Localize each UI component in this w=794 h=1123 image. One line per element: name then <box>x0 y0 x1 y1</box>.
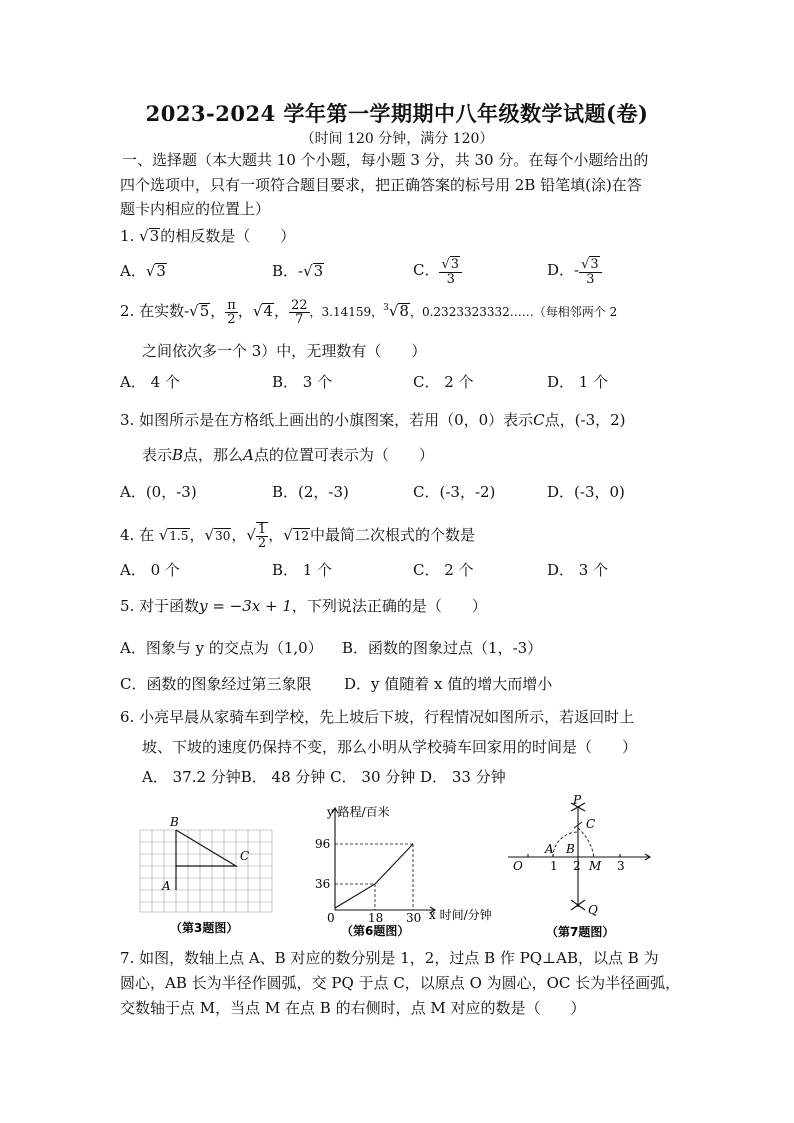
q2-option-a: A． 4 个 <box>120 373 180 391</box>
figure-3-grid-flag <box>130 812 280 937</box>
q4-end: 中最简二次根式的个数是 <box>310 526 476 544</box>
q2-option-c: C． 2 个 <box>413 373 474 391</box>
q1-option-d-num: 3 <box>590 257 599 272</box>
q3-option-c: C．(-3，-2) <box>413 483 496 501</box>
q3-line1a: 3. 如图所示是在方格纸上画出的小旗图案，若用（0，0）表示 <box>120 411 534 429</box>
q5-option-a: A．图象与 y 的交点为（1,0） <box>120 639 323 657</box>
q4-two: 2 <box>257 536 267 551</box>
q5-option-b: B．函数的图象过点（1，-3） <box>342 639 543 657</box>
fig3-label-c: C <box>240 849 250 863</box>
section1-line2: 四个选项中，只有一项符合题目要求，把正确答案的标号用 2B 铅笔填(涂)在答 <box>120 176 642 194</box>
fig6-tick-18: 18 <box>368 911 384 925</box>
q1-option-c-num: 3 <box>450 257 460 272</box>
q2-sqrt5: 5 <box>199 302 210 320</box>
q3-line2 <box>142 445 434 465</box>
q2-rest: ，3.14159， <box>309 305 384 319</box>
exam-title: 2023-2024 学年第一学期期中八年级数学试题(卷) <box>145 101 649 126</box>
fig7-label-c: C <box>586 817 596 831</box>
q5-start: 5. 对于函数 <box>120 597 200 615</box>
fig7-caption: （第7题图） <box>546 925 615 939</box>
figure-7-number-line <box>500 795 660 940</box>
q7-line2: 圆心，AB 长为半径作圆弧，交 PQ 于点 C，以原点 O 为圆心，OC 长为半径画弧， <box>120 974 681 992</box>
fig3-caption: （第3题图） <box>170 921 239 935</box>
q1-option-d <box>547 256 602 286</box>
fig7-label-m: M <box>589 859 602 873</box>
q6-line1: 6. 小亮早晨从家骑车到学校，先上坡后下坡，行程情况如图所示，若返回时上 <box>120 708 635 726</box>
q1-number: 1. <box>120 227 135 245</box>
fig7-tick-3: 3 <box>617 859 625 873</box>
q3-line2a: 表示 <box>142 446 173 464</box>
fig7-label-p: P <box>573 795 582 807</box>
q2-stem: 2. 在实数-√5， $\frac{\pi}{2}$ ，√4， $\frac{22}{7}$ ，3.14159，$^3$√8，0.2323323332……（每相邻两个 2 <box>120 297 618 327</box>
fig7-label-b: B <box>566 842 575 856</box>
q2-tail: ，0.2323323332……（每相邻两个 2 <box>409 305 618 319</box>
section1-line1: 一、选择题（本大题共 10 个小题，每小题 3 分，共 30 分。在每个小题给出的 <box>122 151 649 169</box>
q2-cbrt8: 8 <box>399 302 409 320</box>
q5-stem <box>120 596 487 616</box>
q6-options: A． 37.2 分钟B． 48 分钟 C． 30 分钟 D． 33 分钟 <box>142 768 506 786</box>
q3-option-a: A．(0，-3) <box>120 483 197 501</box>
fig6-tick-30: 30 <box>406 911 422 925</box>
fig6-caption: （第6题图） <box>341 924 410 938</box>
q2-22: 22 <box>290 297 308 313</box>
q1-option-c-fraction: $\frac{√3}{3}$ <box>439 256 462 286</box>
q1-option-c-den: 3 <box>446 272 455 287</box>
q1-option-c <box>413 256 462 286</box>
q2-start: 2. 在实数- <box>120 302 190 320</box>
fig3-label-a: A <box>162 879 171 893</box>
q1-option-b: B．-√3 <box>272 262 324 280</box>
q3-line1 <box>120 410 626 430</box>
fig7-label-a: A <box>545 842 554 856</box>
q2-sqrt4: 4 <box>263 302 273 320</box>
q1-option-a-label: A． <box>120 262 146 280</box>
q2-option-d: D． 1 个 <box>547 373 609 391</box>
q3-a: A <box>243 446 254 464</box>
q1-option-d-label: D．- <box>547 261 580 279</box>
q3-line2c: 点的位置可表示为（ ） <box>253 446 434 464</box>
q4-stem: 4. 在 √1.5，√30，√ $\frac{1}{2}$ ，√12中最简二次根式的个数是 <box>120 522 476 551</box>
q1-option-a-value: 3 <box>156 262 166 280</box>
q1-suffix: 的相反数是（ ） <box>160 227 296 245</box>
q1-option-d-fraction: $\frac{√3}{3}$ <box>579 256 602 286</box>
q3-c: C <box>533 411 545 429</box>
q4-one: 1 <box>257 522 267 537</box>
q2-7: 7 <box>295 311 304 327</box>
q2-option-b: B． 3 个 <box>272 373 333 391</box>
q5-option-d: D．y 值随着 x 值的增大而增小 <box>344 675 553 693</box>
figure-6-distance-time-graph <box>305 800 505 938</box>
q7-line1: 7. 如图，数轴上点 A、B 对应的数分别是 1，2，过点 B 作 PQ⊥AB，以点 B 为 <box>120 949 659 967</box>
q2-line2: 之间依次多一个 3）中，无理数有（ ） <box>142 342 427 360</box>
exam-subtitle: （时间 120 分钟，满分 120） <box>300 131 494 147</box>
q3-option-d: D．(-3，0) <box>547 483 625 501</box>
q1-option-d-den: 3 <box>586 272 595 287</box>
q5-option-c: C．函数的图象经过第三象限 <box>120 675 312 693</box>
fig6-tick-36: 36 <box>315 877 331 891</box>
q4-start: 4. 在 <box>120 526 155 544</box>
q1-stem: 1. √3的相反数是（ ） <box>120 227 296 245</box>
q4-option-c: C． 2 个 <box>413 561 474 579</box>
fig6-tick-0: 0 <box>327 911 335 925</box>
q2-pi-over-2 <box>225 299 238 326</box>
q4-sqrt15: 1.5 <box>169 529 189 543</box>
q2-pi: π <box>227 297 236 313</box>
q5-function: y = −3x + 1 <box>199 597 292 615</box>
fig7-tick-2: 2 <box>573 859 581 873</box>
fig6-y-axis-label: y 路程/百米 <box>327 805 390 819</box>
q4-sqrt30: 30 <box>215 529 231 543</box>
q3-line1b: 点，(-3，2) <box>544 411 626 429</box>
q6-line2: 坡、下坡的速度仍保持不变，那么小明从学校骑车回家用的时间是（ ） <box>142 738 638 756</box>
q3-b: B <box>172 446 184 464</box>
q7-line3: 交数轴于点 M，当点 M 在点 B 的右侧时，点 M 对应的数是（ ） <box>120 999 586 1017</box>
fig7-tick-1: 1 <box>550 859 558 873</box>
fig6-tick-96: 96 <box>315 837 331 851</box>
q2-cube-index: 3 <box>383 303 389 313</box>
q4-option-b: B． 1 个 <box>272 561 333 579</box>
q4-option-d: D． 3 个 <box>547 561 609 579</box>
q2-22-over-7 <box>289 299 310 326</box>
fig6-x-axis-label: x 时间/分钟 <box>429 908 492 922</box>
fig3-label-b: B <box>170 815 179 829</box>
q1-radicand: 3 <box>149 227 160 245</box>
q5-end: ，下列说法正确的是（ ） <box>291 597 487 615</box>
q4-sqrt12: 12 <box>293 529 310 543</box>
q4-option-a: A． 0 个 <box>120 561 180 579</box>
q1-option-a: A．√3 <box>120 262 166 280</box>
fig7-label-q: Q <box>588 903 598 917</box>
q3-option-b: B．(2，-3) <box>272 483 349 501</box>
q1-option-b-label: B．- <box>272 262 304 280</box>
q2-two: 2 <box>227 311 236 327</box>
fig7-label-o: O <box>513 859 523 873</box>
q1-option-c-label: C． <box>413 261 440 279</box>
q3-line2b: 点，那么 <box>183 446 244 464</box>
q4-sqrt-half <box>256 522 268 550</box>
section1-line3: 题卡内相应的位置上） <box>120 200 271 218</box>
q1-option-b-value: 3 <box>313 262 324 280</box>
